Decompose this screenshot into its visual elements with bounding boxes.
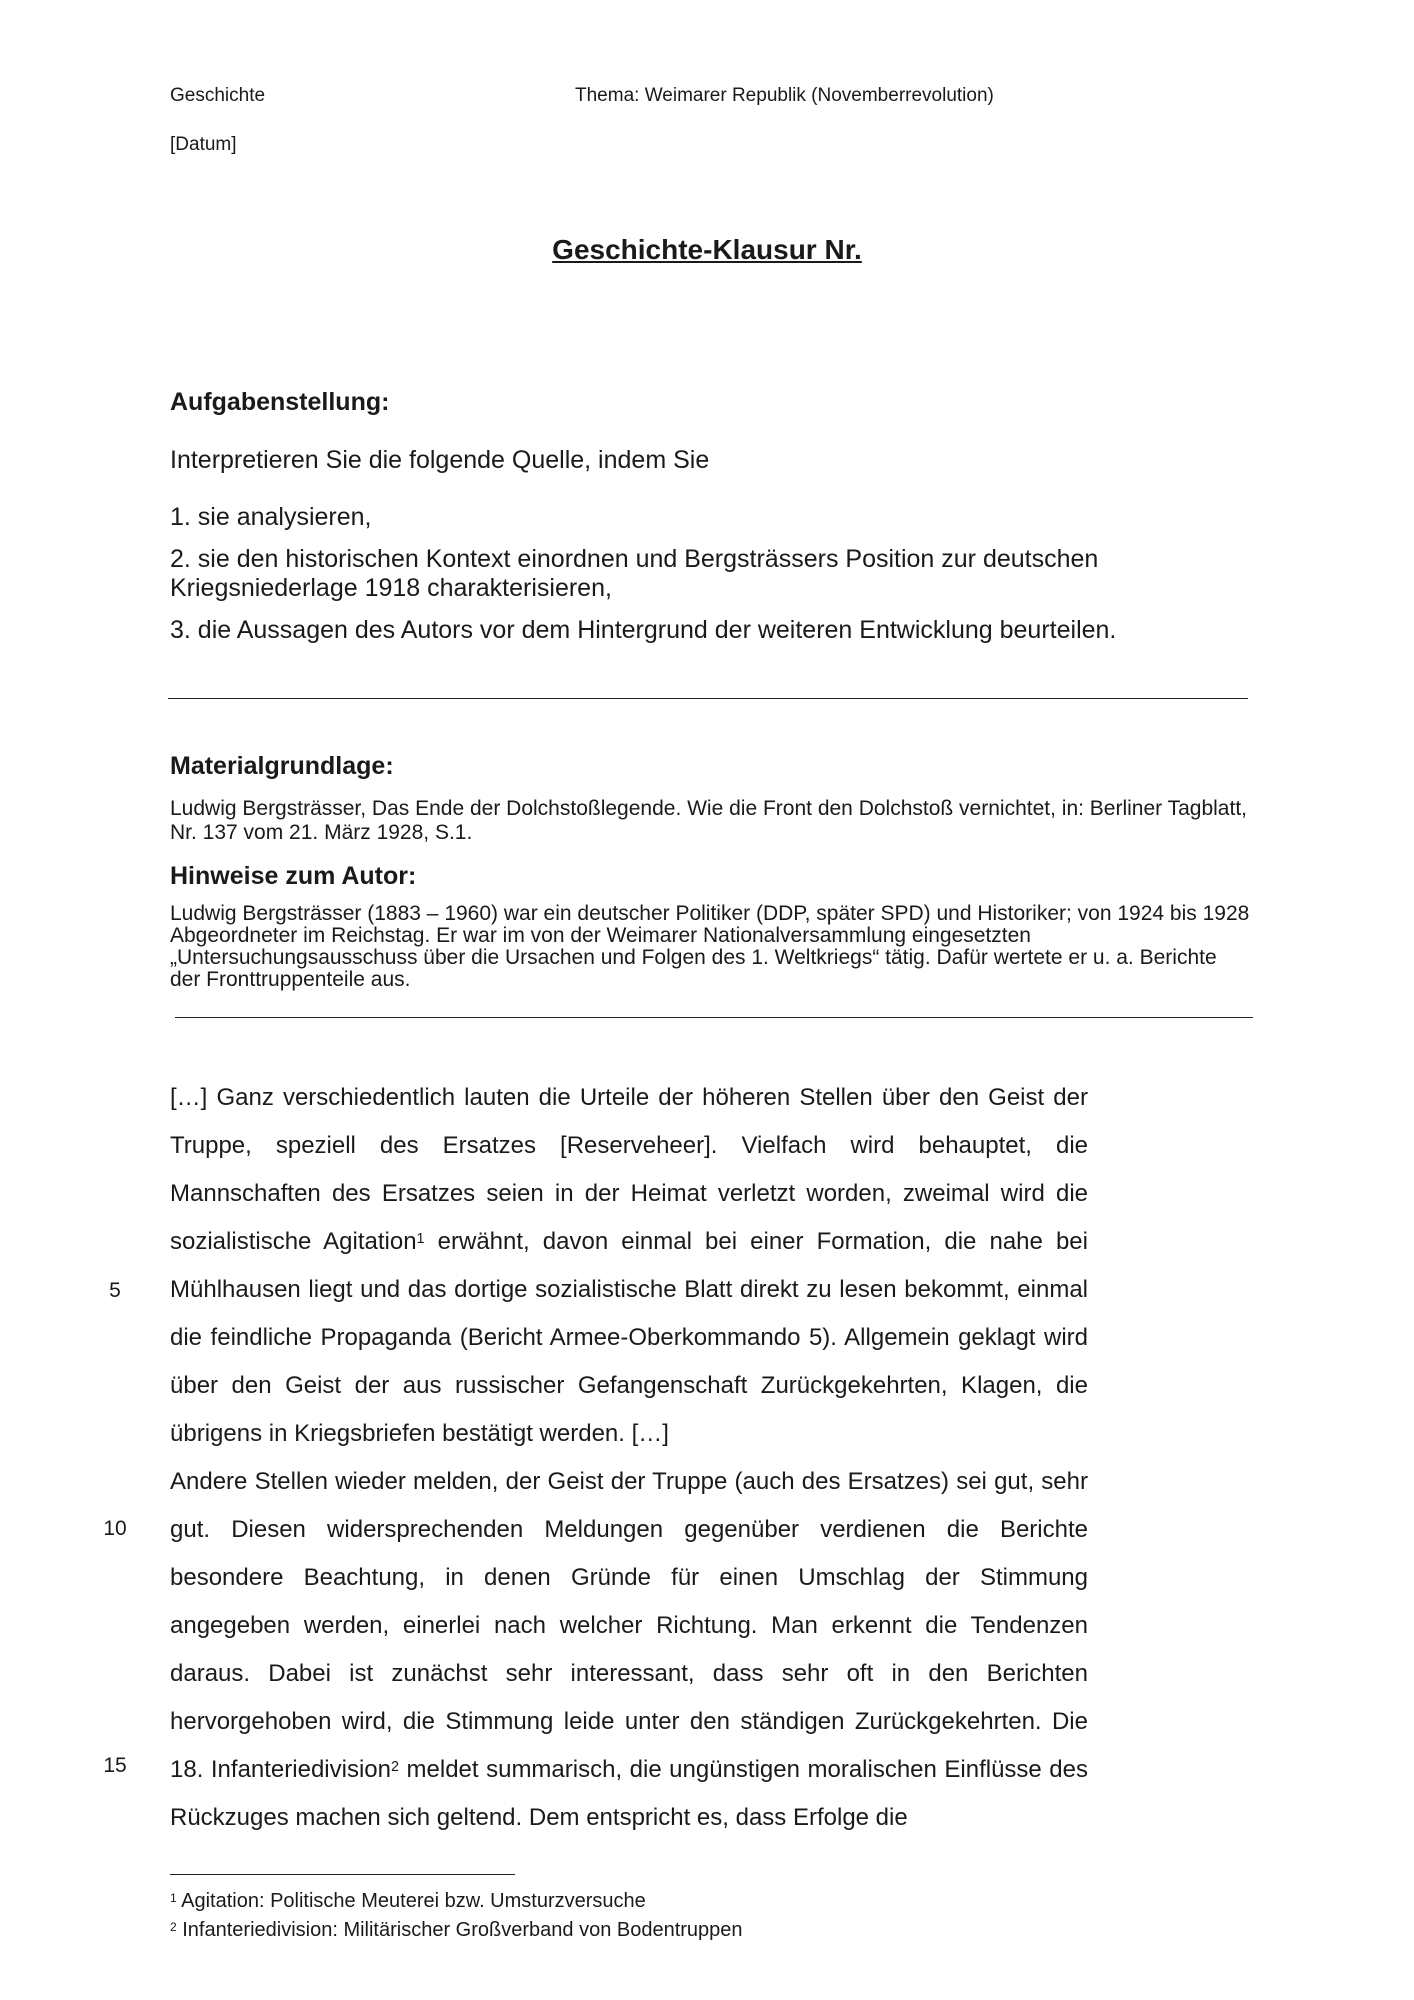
divider <box>175 1017 1253 1018</box>
page-title: Geschichte-Klausur Nr. <box>552 234 862 265</box>
footnote-ref: 1 <box>416 1230 425 1247</box>
line-number: 5 <box>109 1279 121 1302</box>
header-topic: Thema: Weimarer Republik (Novemberrevolution) <box>575 85 994 106</box>
source-paragraph: […] Ganz verschiedentlich lauten die Urteile der höheren Stellen über den Geist der Truppe, speziell des Ersatzes [Reserveheer]. Vielfach wird behauptet, die Mannschaften des Ersatzes seien in der Heimat verletzt worden, zweimal wird die sozialistische Agitation$^1$ erwähnt, davon einmal bei einer Formation, die nahe bei Mühlhausen liegt und das dortige sozialistische Blatt direkt zu lesen bekommt, einmal die feindliche Propaganda (Bericht Armee-Oberkommando 5). Allgemein geklagt wird über den Geist der aus russischer Gefangenschaft Zurückgekehrten, Klagen, die übrigens in Kriegsbriefen bestätigt werden. […] <box>170 1084 1088 1447</box>
footnote: $^1$ Agitation: Politische Meuterei bzw. Umsturzversuche <box>170 1890 646 1912</box>
line-number: 15 <box>103 1754 127 1777</box>
source-paragraph: Andere Stellen wieder melden, der Geist der Truppe (auch des Ersatzes) sei gut, sehr gut. Diesen widersprechenden Meldungen gegenüber verdienen die Berichte besondere Beachtung, in denen Gründe für einen Umschlag der Stimmung angegeben werden, einerlei nach welcher Richtung. Man erkennt die Tendenzen daraus. Dabei ist zunächst sehr interessant, dass sehr oft in den Berichten hervorgehoben wird, die Stimmung leide unter den ständigen Zurückgekehrten. Die 18. Infanteriedivision$^2$ meldet summarisch, die ungünstigen moralischen Einflüsse des Rückzuges machen sich geltend. Dem entspricht es, dass Erfolge die <box>170 1468 1088 1831</box>
line-number: 10 <box>103 1517 127 1540</box>
footnote-separator <box>170 1874 515 1875</box>
divider <box>168 698 1248 699</box>
task-heading: Aufgabenstellung: <box>170 388 390 416</box>
footnote-ref: 2 <box>391 1758 400 1775</box>
material-heading: Materialgrundlage: <box>170 752 394 780</box>
task-item-1: 1. sie analysieren, <box>170 503 372 531</box>
header-subject: Geschichte <box>170 85 266 106</box>
task-item-3: 3. die Aussagen des Autors vor dem Hintergrund der weiteren Entwicklung beurteilen. <box>170 616 1117 644</box>
material-text: Ludwig Bergsträsser, Das Ende der Dolchstoßlegende. Wie die Front den Dolchstoß vernichtet, in: Berliner Tagblatt, Nr. 137 vom 21. März 1928, S.1. <box>170 797 1247 844</box>
author-text: Ludwig Bergsträsser (1883 – 1960) war ein deutscher Politiker (DDP, später SPD) und Historiker; von 1924 bis 1928 Abgeordneter im Reichstag. Er war im von der Weimarer Nationalversammlung eingesetzten „Untersuchungsausschuss über die Ursachen und Folgen des 1. Weltkriegs“ tätig. Dafür wertete er u. a. Berichte der Fronttruppenteile aus. <box>170 902 1250 991</box>
footnote: $^2$ Infanteriedivision: Militärischer Großverband von Bodentruppen <box>170 1919 743 1941</box>
task-item-2: 2. sie den historischen Kontext einordnen und Bergsträssers Position zur deutschen Kriegsniederlage 1918 charakterisieren, <box>170 545 1099 602</box>
header-date: [Datum] <box>170 134 237 155</box>
author-heading: Hinweise zum Autor: <box>170 862 417 890</box>
source-text <box>170 1074 1088 1842</box>
task-intro: Interpretieren Sie die folgende Quelle, indem Sie <box>170 446 710 474</box>
